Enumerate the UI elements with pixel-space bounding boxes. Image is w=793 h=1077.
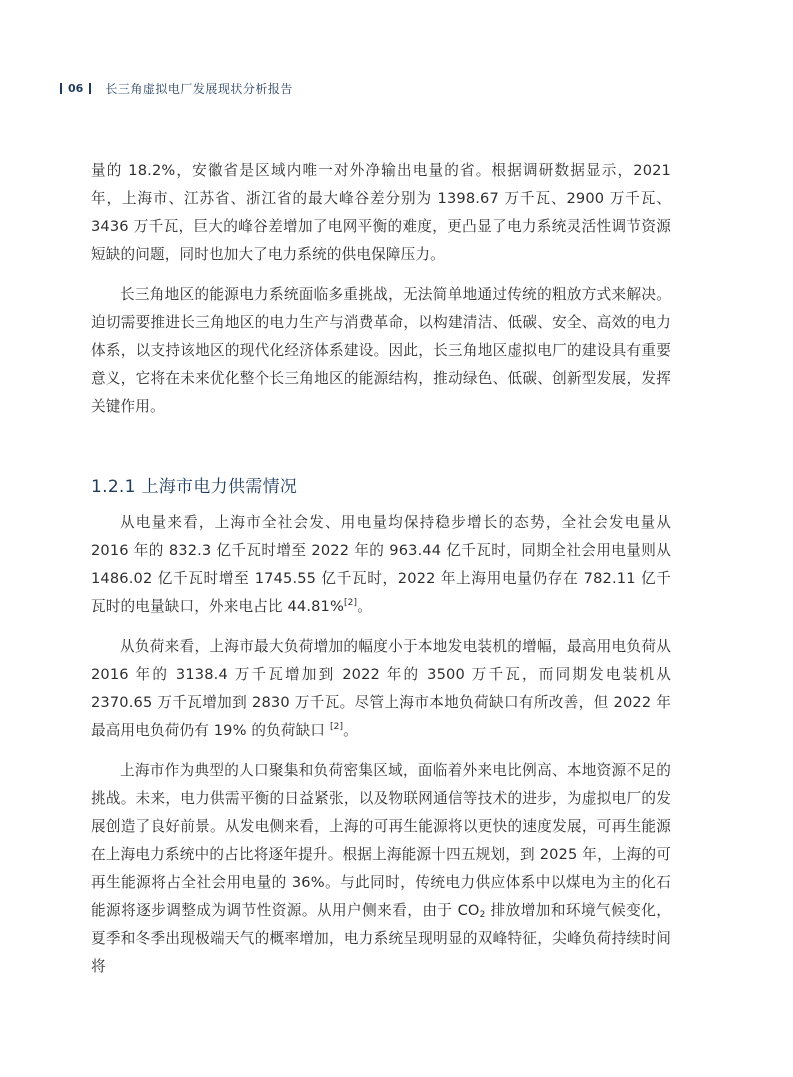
paragraph-electricity-text: 从电量来看，上海市全社会发、用电量均保持稳步增长的态势，全社会发电量从 2016 年的 832.3 亿千瓦时增至 2022 年的 963.44 亿千瓦时，同期全社会用电量则从 1486.02 亿千瓦时增至 1745.55 亿千瓦时，2022 年上海用电量仍存在 782.11 亿千瓦时的电量缺口，外来电占比 44.81% bbox=[91, 514, 671, 615]
paragraph-electricity bbox=[91, 509, 671, 621]
paragraph-outlook-text-a: 上海市作为典型的人口聚集和负荷密集区域，面临着外来电比例高、本地资源不足的挑战。未来，电力供需平衡的日益紧张，以及物联网通信等技术的进步，为虚拟电厂的发展创造了良好前景。从发电侧来看，上海的可再生能源将以更快的速度发展，可再生能源在上海电力系统中的占比将逐年提升。根据上海能源十四五规划，到 2025 年，上海的可再生能源将占全社会用电量的 36%。与此同时，传统电力供应体系中以煤电为主的化石能源将逐步调整成为调节性资源。从用户侧来看，由于 CO bbox=[91, 762, 671, 919]
report-title: 长三角虚拟电厂发展现状分析报告 bbox=[105, 81, 293, 96]
page-header bbox=[60, 78, 293, 98]
paragraph-outlook bbox=[91, 757, 671, 981]
co2-subscript: 2 bbox=[479, 910, 486, 920]
citation-ref: [2] bbox=[329, 722, 344, 732]
paragraph-challenges: 长三角地区的能源电力系统面临多重挑战，无法简单地通过传统的粗放方式来解决。迫切需要推进长三角地区的电力生产与消费革命，以构建清洁、低碳、安全、高效的电力体系，以支持该地区的现代化经济体系建设。因此，长三角地区虚拟电厂的建设具有重要意义，它将在未来优化整个长三角地区的能源结构，推动绿色、低碳、创新型发展，发挥关键作用。 bbox=[91, 286, 671, 415]
citation-ref: [2] bbox=[344, 598, 358, 608]
paragraph-load bbox=[91, 633, 671, 745]
header-bar-left bbox=[60, 83, 62, 94]
section-title: 1.2.1 上海市电力供需情况 bbox=[91, 477, 298, 497]
paragraph-load-text: 从负荷来看，上海市最大负荷增加的幅度小于本地发电装机的增幅，最高用电负荷从 2016 年的 3138.4 万千瓦增加到 2022 年的 3500 万千瓦，而同期发电装机从 2370.65 万千瓦增加到 2830 万千瓦。尽管上海市本地负荷缺口有所改善，但 2022 年最高用电负荷仍有 19% 的负荷缺口 bbox=[91, 638, 671, 739]
page-number: 06 bbox=[68, 81, 84, 95]
paragraph-continuation: 量的 18.2%，安徽省是区域内唯一对外净输出电量的省。根据调研数据显示，2021 年，上海市、江苏省、浙江省的最大峰谷差分别为 1398.67 万千瓦、2900 万千瓦、3436 万千瓦，巨大的峰谷差增加了电网平衡的难度，更凸显了电力系统灵活性调节资源短缺的问题，同时也加大了电力系统的供电保障压力。 bbox=[91, 162, 671, 263]
paragraph-load-end: 。 bbox=[343, 722, 358, 739]
paragraph-electricity-end: 。 bbox=[357, 598, 372, 615]
header-bar-right bbox=[89, 83, 91, 94]
paragraph-outlook-text-b: 排放增加和环境气候变化，夏季和冬季出现极端天气的概率增加，电力系统呈现明显的双峰特征，尖峰负荷持续时间将 bbox=[91, 902, 671, 975]
page-content bbox=[91, 157, 671, 981]
